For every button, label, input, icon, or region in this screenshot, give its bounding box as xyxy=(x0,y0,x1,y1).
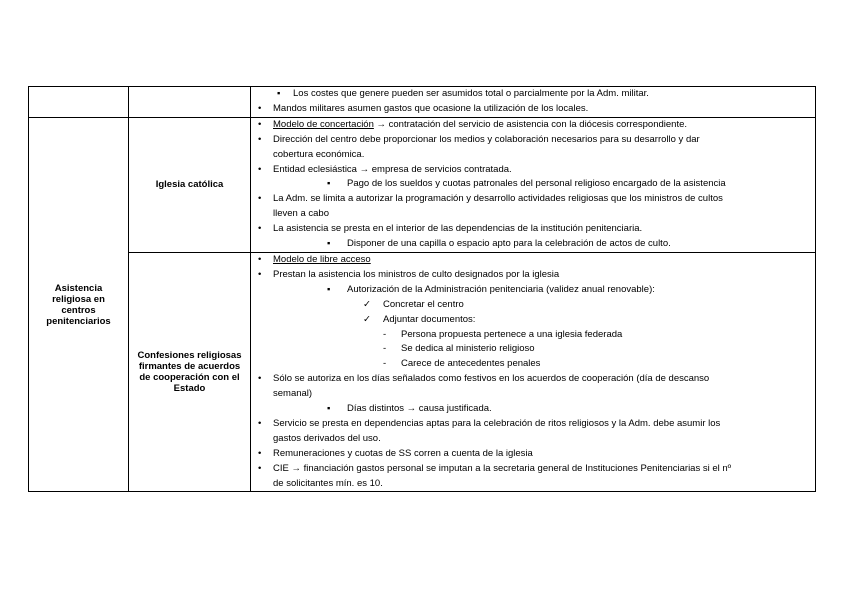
list-item: • CIE → financiación gastos personal se imputan a la secretaria general de Instituciones Penitenciarias si el nº xyxy=(251,462,815,477)
list-item: - Carece de antecedentes penales xyxy=(251,357,815,372)
list-item-cont: cobertura económica. xyxy=(273,148,365,160)
empty-cell xyxy=(129,87,251,118)
check-icon: ✓ xyxy=(363,313,371,325)
empty-cell xyxy=(29,87,129,118)
dash-icon: - xyxy=(383,328,387,340)
list-item-cont: semanal) xyxy=(273,388,313,400)
list-item: ▪ Autorización de la Administración penitenciaria (validez anual renovable): xyxy=(251,283,815,298)
bullet-icon: • xyxy=(258,462,262,474)
list-item: • Dirección del centro debe proporcionar los medios y colaboración necesarios para su desarrollo y dar xyxy=(251,133,815,148)
list-item: • Servicio se presta en dependencias aptas para la celebración de ritos religiosos y la Adm. debe asumir los xyxy=(251,417,815,432)
list-item: • Entidad eclesiástica → empresa de servicios contratada. xyxy=(251,163,815,178)
subsection-label-cell xyxy=(129,117,251,252)
list-item: ✓ Adjuntar documentos: xyxy=(251,313,815,328)
bullet-icon: • xyxy=(258,417,262,429)
list-item: ✓ Concretar el centro xyxy=(251,298,815,313)
bullet-icon: • xyxy=(258,133,262,145)
list-item-cont: gastos derivados del uso. xyxy=(273,432,381,444)
list-item: - Persona propuesta pertenece a una iglesia federada xyxy=(251,328,815,343)
bullet-icon: • xyxy=(258,373,262,385)
square-bullet-icon: ▪ xyxy=(327,238,331,250)
list-item: • La asistencia se presta en el interior de las dependencias de la institución penitenciaria. xyxy=(251,222,815,237)
table-row-top xyxy=(29,87,816,118)
subsection-label-cell xyxy=(129,252,251,492)
bullet-icon: • xyxy=(258,163,262,175)
bullet-icon: • xyxy=(258,223,262,235)
list-item: ▪ Los costes que genere pueden ser asumidos total o parcialmente por la Adm. militar. xyxy=(251,87,815,102)
square-bullet-icon: ▪ xyxy=(327,403,331,415)
list-item: • Modelo de concertación → contratación del servicio de asistencia con la diócesis correspondiente. xyxy=(251,118,815,133)
list-item: • Remuneraciones y cuotas de SS corren a cuenta de la iglesia xyxy=(251,447,815,462)
section-label-cell xyxy=(29,117,129,492)
check-icon: ✓ xyxy=(363,298,371,310)
list-item: • La Adm. se limita a autorizar la programación y desarrollo actividades religiosas que los ministros de cultos xyxy=(251,192,815,207)
list-item: • Prestan la asistencia los ministros de culto designados por la iglesia xyxy=(251,268,815,283)
list-item: ▪ Días distintos → causa justificada. xyxy=(251,402,815,417)
section-label: Asistencia religiosa en centros penitenciarios xyxy=(46,282,111,327)
subsection-label-confesiones: Confesiones religiosas firmantes de acuerdos de cooperación con el Estado xyxy=(137,350,242,395)
list-item-cont: lleven a cabo xyxy=(273,208,329,220)
list-item: • Modelo de libre acceso xyxy=(251,253,815,268)
table-row-confesiones xyxy=(29,252,816,492)
square-bullet-icon: ▪ xyxy=(327,178,331,190)
bullet-icon: • xyxy=(258,268,262,280)
dash-icon: - xyxy=(383,343,387,355)
list-item: ▪ Pago de los sueldos y cuotas patronales del personal religioso encargado de la asistencia xyxy=(251,177,815,192)
bullet-icon: • xyxy=(258,118,262,130)
list-item-cont: de solicitantes mín. es 10. xyxy=(273,477,383,489)
table-row-catolica xyxy=(29,117,816,252)
subsection-label-catolica: Iglesia católica xyxy=(155,179,224,191)
bullet-icon: • xyxy=(258,447,262,459)
square-bullet-icon: ▪ xyxy=(277,88,281,99)
list-item: - Se dedica al ministerio religioso xyxy=(251,342,815,357)
square-bullet-icon: ▪ xyxy=(327,283,331,295)
list-item: ▪ Disponer de una capilla o espacio apto para la celebración de actos de culto. xyxy=(251,237,815,252)
bullet-icon: • xyxy=(258,193,262,205)
dash-icon: - xyxy=(383,358,387,370)
bullet-icon: • xyxy=(258,253,262,265)
content-cell xyxy=(251,252,816,492)
list-item: • Mandos militares asumen gastos que ocasione la utilización de los locales. xyxy=(251,102,815,117)
content-cell xyxy=(251,87,816,118)
content-table xyxy=(28,86,816,492)
bullet-icon: • xyxy=(258,102,262,114)
list-item: • Sólo se autoriza en los días señalados como festivos en los acuerdos de cooperación (día de descanso xyxy=(251,372,815,387)
content-cell xyxy=(251,117,816,252)
